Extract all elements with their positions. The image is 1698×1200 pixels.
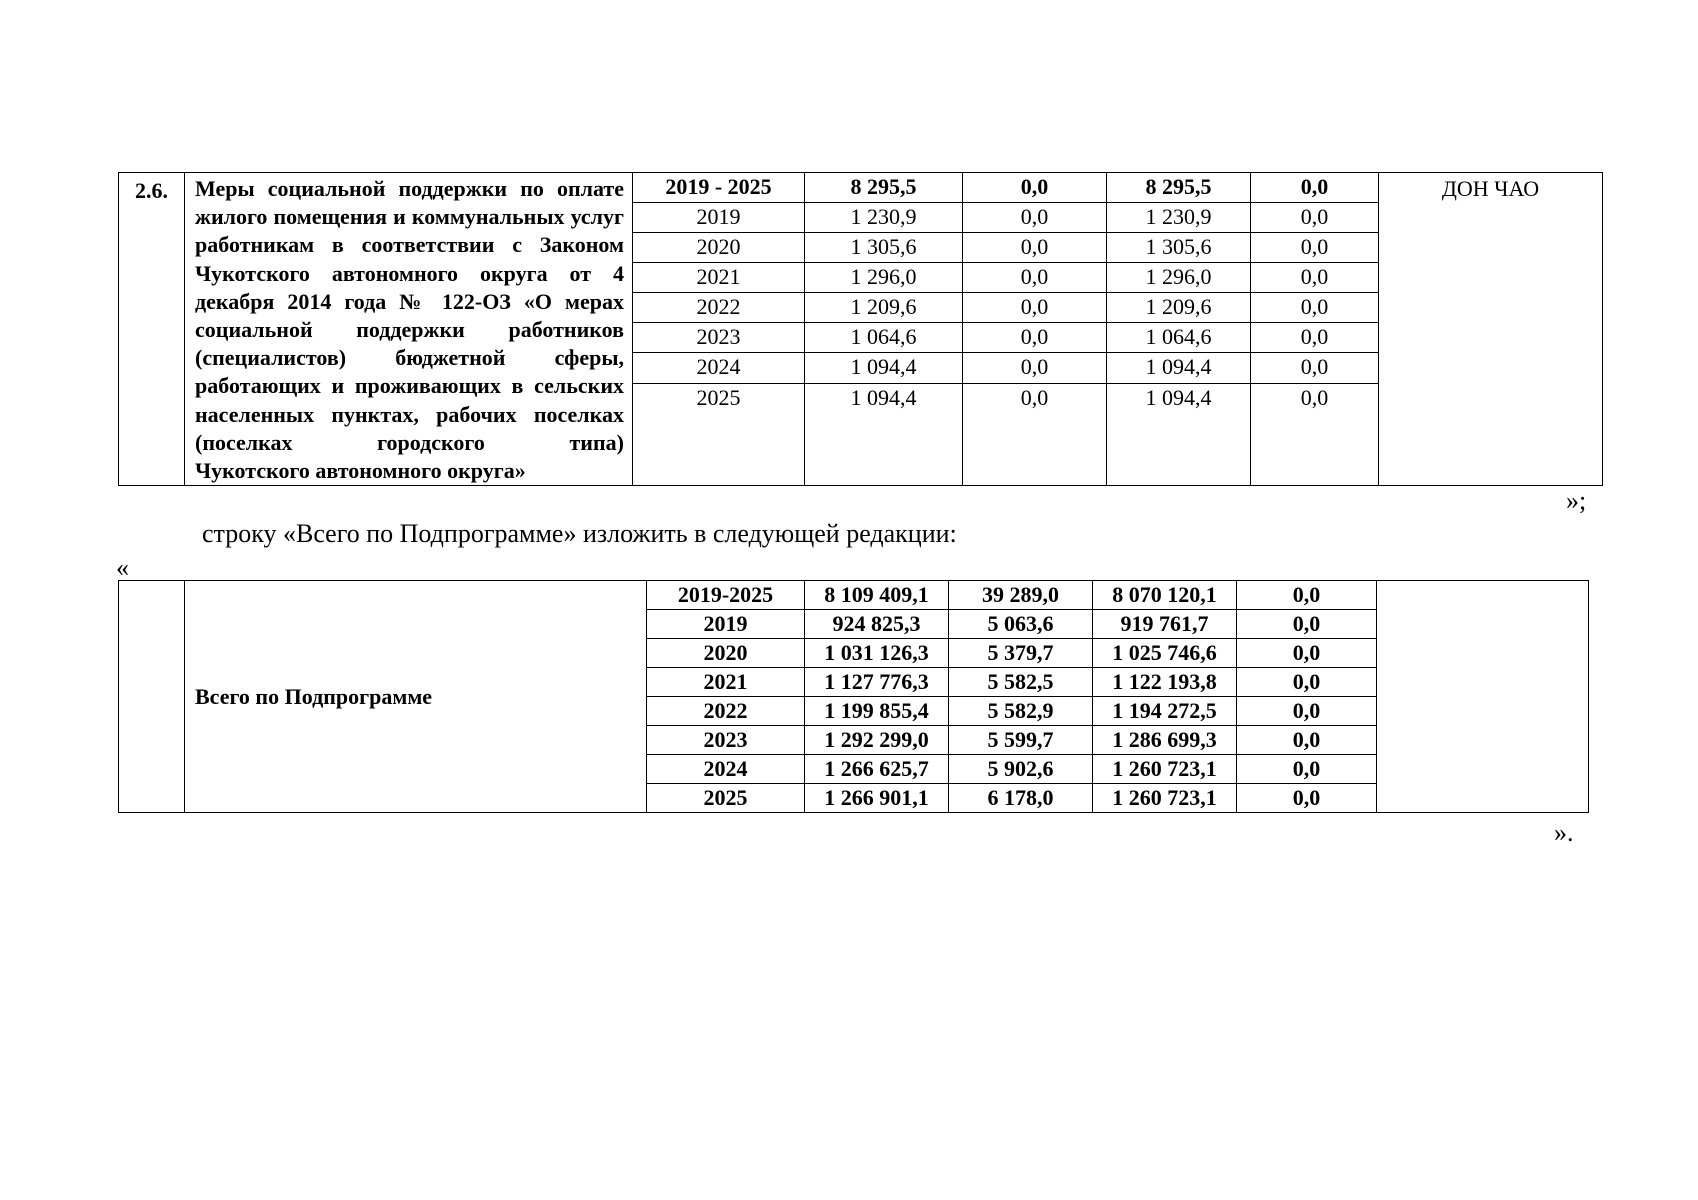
value-cell: 5 599,7 [949,726,1093,755]
value-cell: 0,0 [1237,784,1377,813]
total-cell: 8 295,5 [805,173,963,203]
total-cell: 1 031 126,3 [805,639,949,668]
value-cell: 0,0 [963,173,1107,203]
item-description [185,173,633,486]
period-cell: 2020 [647,639,805,668]
value-cell: 39 289,0 [949,581,1093,610]
empty-executor-cell [1377,581,1589,813]
period-cell: 2024 [647,755,805,784]
total-label: Всего по Подпрограмме [185,581,647,813]
value-cell: 8 295,5 [1107,173,1251,203]
value-cell: 1 094,4 [1107,353,1251,383]
period-cell: 2021 [647,668,805,697]
value-cell: 0,0 [1237,726,1377,755]
instruction-paragraph: строку «Всего по Подпрограмме» изложить в следующей редакции: [202,519,957,548]
opening-quote: « [116,553,129,582]
value-cell: 0,0 [963,233,1107,263]
value-cell: 0,0 [1251,173,1379,203]
value-cell: 1 064,6 [1107,323,1251,353]
period-cell: 2023 [633,323,805,353]
value-cell: 1 230,9 [1107,203,1251,233]
value-cell: 5 902,6 [949,755,1093,784]
total-cell: 1 064,6 [805,323,963,353]
value-cell: 0,0 [1251,293,1379,323]
value-cell: 0,0 [1237,697,1377,726]
executor-cell: ДОН ЧАО [1379,173,1603,486]
table-row [119,581,1589,610]
value-cell: 0,0 [1237,581,1377,610]
period-cell: 2019 - 2025 [633,173,805,203]
period-cell: 2025 [647,784,805,813]
total-cell: 8 109 409,1 [805,581,949,610]
value-cell: 0,0 [963,293,1107,323]
total-cell: 1 305,6 [805,233,963,263]
period-cell: 2022 [647,697,805,726]
period-cell: 2025 [633,383,805,486]
closing-quote-period: ». [1554,818,1574,847]
value-cell: 1 209,6 [1107,293,1251,323]
total-cell: 1 292 299,0 [805,726,949,755]
value-cell: 0,0 [1251,263,1379,293]
value-cell: 0,0 [963,353,1107,383]
period-cell: 2021 [633,263,805,293]
item-number: 2.6. [119,173,185,486]
table-row [119,173,1603,203]
value-cell: 0,0 [1251,233,1379,263]
value-cell: 0,0 [963,203,1107,233]
total-cell: 1 094,4 [805,353,963,383]
value-cell: 1 286 699,3 [1093,726,1237,755]
period-cell: 2023 [647,726,805,755]
total-cell: 1 127 776,3 [805,668,949,697]
period-cell: 2019 [633,203,805,233]
period-cell: 2019 [647,610,805,639]
period-cell: 2024 [633,353,805,383]
total-cell: 1 230,9 [805,203,963,233]
value-cell: 0,0 [963,263,1107,293]
value-cell: 5 063,6 [949,610,1093,639]
total-cell: 1 094,4 [805,383,963,486]
item-description-text: Меры социальной поддержки по оплате жилого помещения и коммунальных услуг работникам в соответствии с Законом Чукотского автономного округа от 4 декабря 2014 года № 122-ОЗ «О мерах социальной поддержки работников (специалистов) бюджетной сферы, работающих и проживающих в сельских населенных пунктах, рабочих поселках (поселках городского типа) [195,176,624,455]
total-cell: 1 266 901,1 [805,784,949,813]
value-cell: 1 260 723,1 [1093,784,1237,813]
item-description-last: Чукотского автономного округа» [195,458,526,484]
value-cell: 919 761,7 [1093,610,1237,639]
value-cell: 1 305,6 [1107,233,1251,263]
value-cell: 1 194 272,5 [1093,697,1237,726]
total-cell: 1 266 625,7 [805,755,949,784]
value-cell: 1 094,4 [1107,383,1251,486]
item-2-6-table [118,172,1603,486]
subprogram-total-table [118,580,1589,813]
value-cell: 0,0 [1251,353,1379,383]
value-cell: 1 025 746,6 [1093,639,1237,668]
value-cell: 5 379,7 [949,639,1093,668]
value-cell: 5 582,9 [949,697,1093,726]
value-cell: 6 178,0 [949,784,1093,813]
total-cell: 1 199 855,4 [805,697,949,726]
value-cell: 5 582,5 [949,668,1093,697]
value-cell: 0,0 [1237,668,1377,697]
value-cell: 1 260 723,1 [1093,755,1237,784]
value-cell: 0,0 [1251,383,1379,486]
closing-quote-semicolon: »; [1566,486,1587,515]
value-cell: 0,0 [1251,323,1379,353]
value-cell: 0,0 [1237,639,1377,668]
value-cell: 0,0 [963,383,1107,486]
value-cell: 1 122 193,8 [1093,668,1237,697]
period-cell: 2022 [633,293,805,323]
value-cell: 1 296,0 [1107,263,1251,293]
total-cell: 924 825,3 [805,610,949,639]
total-cell: 1 296,0 [805,263,963,293]
value-cell: 0,0 [1251,203,1379,233]
value-cell: 0,0 [1237,755,1377,784]
value-cell: 0,0 [963,323,1107,353]
total-cell: 1 209,6 [805,293,963,323]
value-cell: 8 070 120,1 [1093,581,1237,610]
period-cell: 2020 [633,233,805,263]
empty-number-cell [119,581,185,813]
value-cell: 0,0 [1237,610,1377,639]
period-cell: 2019-2025 [647,581,805,610]
